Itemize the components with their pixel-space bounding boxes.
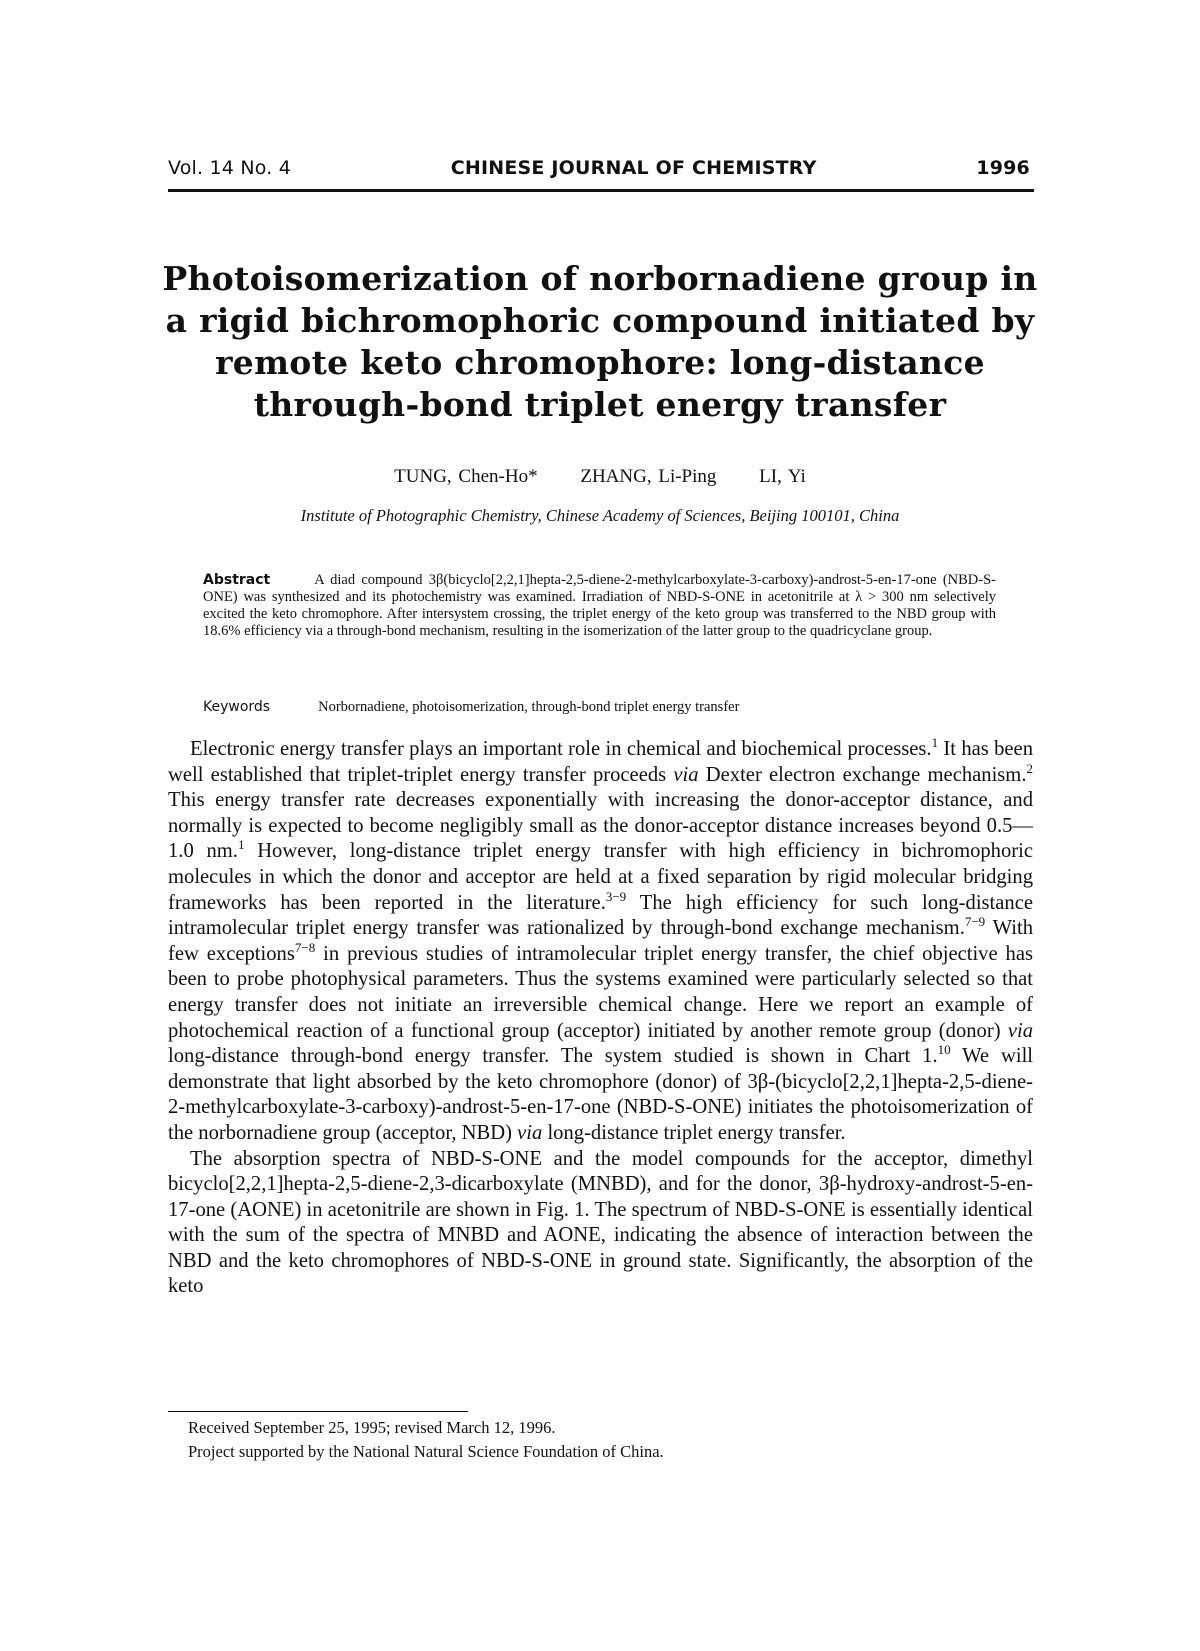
author-list: [160, 466, 1040, 488]
title-line: a rigid bichromophoric compound initiated by: [165, 301, 1035, 340]
title-line: Photoisomerization of norbornadiene group in: [162, 259, 1038, 298]
affiliation: Institute of Photographic Chemistry, Chinese Academy of Sciences, Beijing 100101, China: [300, 506, 900, 525]
running-head: [168, 157, 1030, 179]
reference-marker: 3−9: [605, 888, 627, 904]
text-run: long-distance triplet energy transfer.: [542, 1121, 846, 1144]
volume-number: Vol. 14 No. 4: [168, 157, 291, 179]
footnote-rule: [168, 1411, 468, 1412]
author: LI, Yi: [759, 466, 806, 487]
abstract: [203, 572, 996, 640]
text-run: It has been well established that triplet-triplet energy transfer proceeds: [168, 738, 1033, 786]
reference-marker: 7−9: [964, 914, 986, 930]
text-run: With few exceptions: [168, 917, 1033, 965]
italic-text: via: [517, 1121, 543, 1144]
body-paragraph: [168, 737, 1033, 1147]
article-title: [160, 258, 1040, 426]
body-text: [168, 737, 1033, 1300]
text-run: This energy transfer rate decreases exponentially with increasing the donor-acceptor distance, and normally is expected to become negligibly small as the donor-acceptor distance increases beyond 0.5—1.0 nm.: [168, 789, 1033, 863]
author: TUNG, Chen-Ho*: [394, 466, 538, 487]
footnote-received: Received September 25, 1995; revised March 12, 1996.: [188, 1418, 556, 1437]
author: ZHANG, Li-Ping: [580, 466, 717, 487]
keywords: [203, 699, 996, 716]
footnotes: [188, 1416, 1033, 1464]
reference-marker: 1: [237, 837, 245, 853]
footnote-funding: Project supported by the National Natural Science Foundation of China.: [188, 1442, 664, 1461]
text-run: The high efficiency for such long-distance intramolecular triplet energy transfer was rationalized by through-bond exchange mechanism.: [168, 891, 1033, 940]
keywords-label: Keywords: [203, 699, 271, 715]
reference-marker: 2: [1026, 760, 1033, 776]
abstract-text: A diad compound 3β(bicyclo[2,2,1]hepta-2,5-diene-2-methylcarboxylate-3-carboxy)-androst-5-en-17-one (NBD-S-ONE) was synthesized and its photochemistry was examined. Irradiation of NBD-S-ONE in acetonitrile at λ > 300 nm selectively excited the keto chromophore. After intersystem crossing, the triplet energy of the keto group was transferred to the NBD group with 18.6% efficiency via a through-bond mechanism, resulting in the isomerization of the latter group to the quadricyclane group.: [203, 572, 996, 639]
text-run: Electronic energy transfer plays an important role in chemical and biochemical processes.: [190, 738, 932, 760]
title-line: remote keto chromophore: long-distance: [215, 343, 985, 382]
text-run: We will demonstrate that light absorbed by the keto chromophore (donor) of 3β-(bicyclo[2,2,1]hepta-2,5-diene-2-methylcarboxylate-3-carboxy)-androst-5-en-17-one (NBD-S-ONE) initiates the photoisomerization of the norbornadiene group (acceptor, NBD): [168, 1045, 1034, 1144]
journal-name: CHINESE JOURNAL OF CHEMISTRY: [450, 157, 817, 179]
title-line: through-bond triplet energy transfer: [253, 385, 947, 424]
reference-marker: 10: [937, 1042, 951, 1058]
reference-marker: 1: [931, 735, 939, 751]
reference-marker: 7−8: [294, 939, 316, 955]
text-run: However, long-distance triplet energy transfer with high efficiency in bichromophoric molecules in which the donor and acceptor are held at a fixed separation by rigid molecular bridging frameworks has been reported in the literature.: [168, 840, 1033, 914]
publication-year: 1996: [976, 157, 1030, 179]
italic-text: via: [673, 763, 699, 786]
text-run: Dexter electron exchange mechanism.: [698, 763, 1027, 786]
text-run: long-distance through-bond energy transfer. The system studied is shown in Chart 1.: [168, 1045, 938, 1068]
header-rule: [168, 189, 1034, 192]
italic-text: via: [1007, 1019, 1033, 1042]
abstract-label: Abstract: [203, 572, 271, 588]
body-paragraph: The absorption spectra of NBD-S-ONE and the model compounds for the acceptor, dimethyl bicyclo[2,2,1]hepta-2,5-diene-2,3-dicarboxylate (MNBD), and for the donor, 3β-hydroxy-androst-5-en-17-one (AONE) in acetonitrile are shown in Fig. 1. The spectrum of NBD-S-ONE is essentially identical with the sum of the spectra of MNBD and AONE, indicating the absence of interaction between the NBD and the keto chromophores of NBD-S-ONE in ground state. Significantly, the absorption of the keto: [168, 1147, 1033, 1298]
keywords-text: Norbornadiene, photoisomerization, through-bond triplet energy transfer: [318, 699, 740, 715]
text-run: in previous studies of intramolecular triplet energy transfer, the chief objective has been to probe photophysical parameters. Thus the systems examined were particularly selected so that energy transfer does not initiate an irreversible chemical change. Here we report an example of photochemical reaction of a functional group (acceptor) initiated by another remote group (donor): [168, 942, 1034, 1042]
